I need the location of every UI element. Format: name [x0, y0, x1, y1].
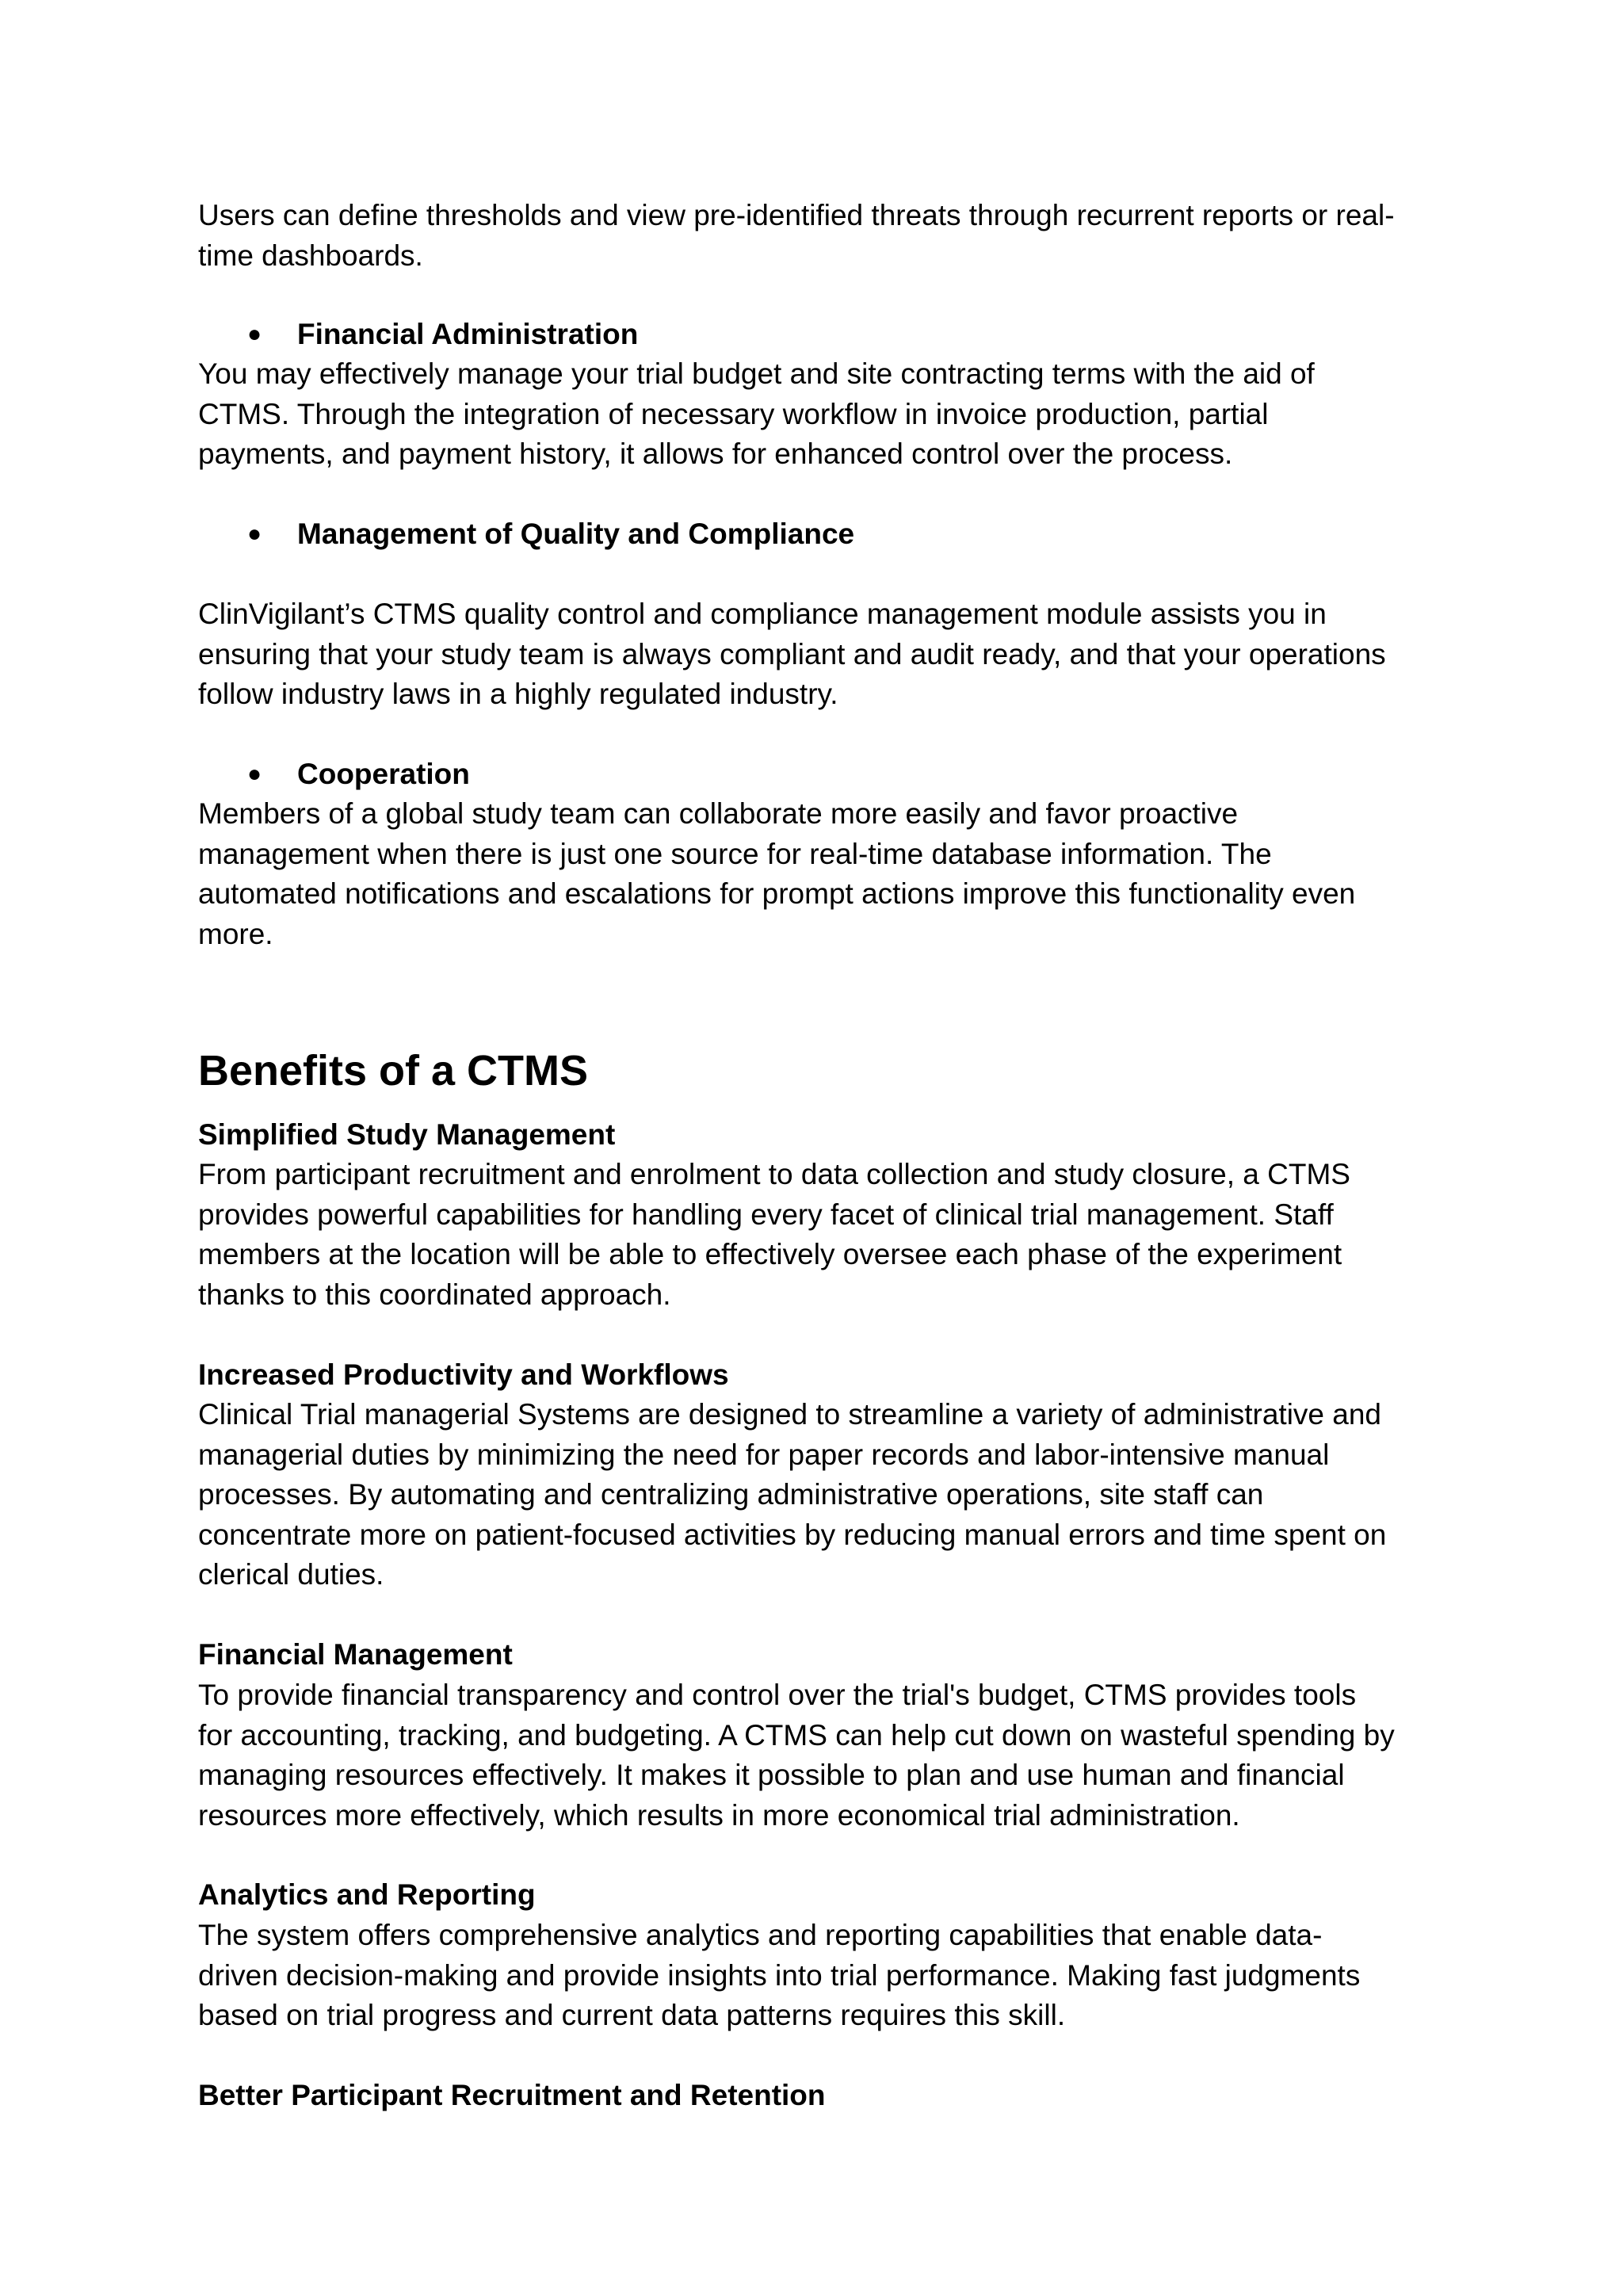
bullet-title: Management of Quality and Compliance [297, 518, 855, 550]
bullet-dot-icon: ● [247, 761, 262, 787]
benefits-heading: Benefits of a CTMS [198, 1047, 589, 1095]
analytics-reporting-paragraph: The system offers comprehensive analytics and reporting capabilities that enable data- driven decision-making and provide insights into trial performance. Making fast judgments based on trial progress and current data patterns requires this skill. [198, 1919, 1361, 2031]
financial-administration-paragraph: You may effectively manage your trial budget and site contracting terms with the aid of CTMS. Through the integration of necessary workflow in invoice production, partial payments, and payment history, it allows for enhanced control over the process. [198, 357, 1315, 470]
increased-productivity-paragraph: Clinical Trial managerial Systems are designed to streamline a variety of administrative and managerial duties by minimizing the need for paper records and labor-intensive manual processes. By automating and centralizing administrative operations, site staff can concentrate more on patient-focused activities by reducing manual errors and time spent on clerical duties. [198, 1398, 1387, 1591]
simplified-study-management-paragraph: From participant recruitment and enrolment to data collection and study closure, a CTMS provides powerful capabilities for handling every facet of clinical trial management. Staff members at the location will be able to effectively oversee each phase of the experiment thanks to this coordinated approach. [198, 1158, 1350, 1311]
bullet-dot-icon: ● [247, 321, 262, 347]
bullet-dot-icon: ● [247, 521, 262, 547]
bullet-title: Cooperation [297, 758, 470, 790]
financial-management-paragraph: To provide financial transparency and control over the trial's budget, CTMS provides tools for accounting, tracking, and budgeting. A CTMS can help cut down on wasteful spending by managing resources effectively. It makes it possible to plan and use human and financial resources more effectively, which results in more economical trial administration. [198, 1679, 1395, 1832]
cooperation-paragraph: Members of a global study team can collaborate more easily and favor proactive management when there is just one source for real-time database information. The automated notifications and escalations for prompt actions improve this functionality even more. [198, 797, 1356, 950]
simplified-study-management-title: Simplified Study Management [198, 1118, 616, 1151]
financial-management-title: Financial Management [198, 1638, 513, 1671]
bullet-title: Financial Administration [297, 318, 639, 350]
participant-recruitment-title: Better Participant Recruitment and Retention [198, 2079, 826, 2111]
analytics-reporting-title: Analytics and Reporting [198, 1878, 536, 1911]
intro-paragraph: Users can define thresholds and view pre-identified threats through recurrent reports or real- time dashboards. [198, 199, 1395, 272]
increased-productivity-title: Increased Productivity and Workflows [198, 1358, 729, 1391]
quality-compliance-paragraph: ClinVigilant’s CTMS quality control and compliance management module assists you in ensuring that your study team is always compliant and audit ready, and that your operations follow industry laws in a highly regulated industry. [198, 598, 1386, 710]
